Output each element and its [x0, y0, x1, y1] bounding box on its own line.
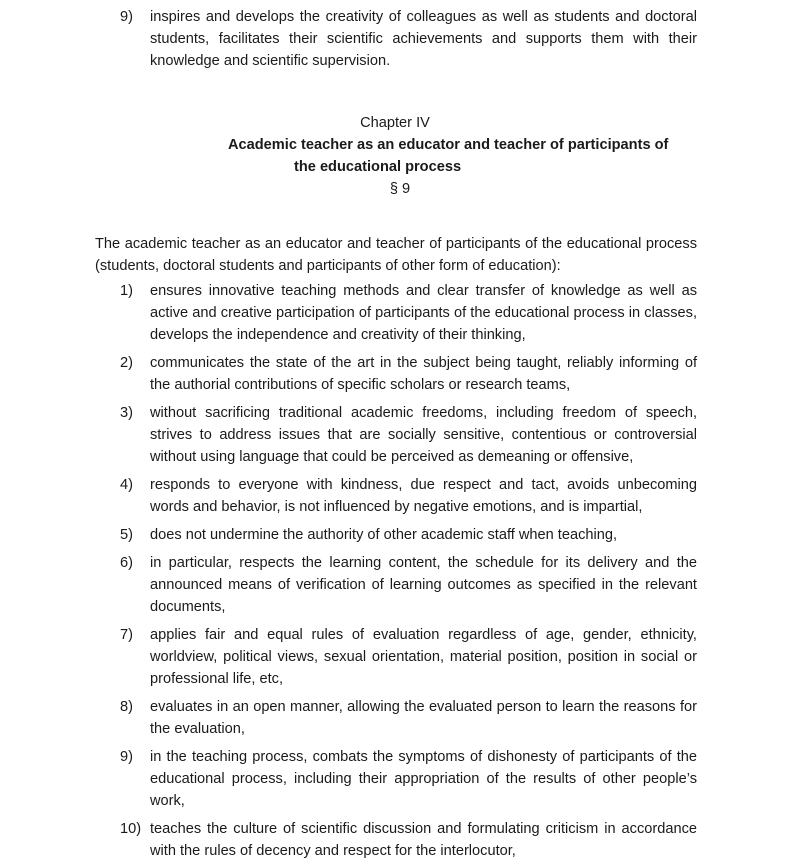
list-item: [105, 280, 697, 346]
chapter-heading-line2: the educational process: [294, 159, 462, 175]
list-item: [105, 696, 697, 740]
list-item: [105, 352, 697, 396]
intro-paragraph: The academic teacher as an educator and teacher of participants of the educational process (students, doctoral students and participants of other form of education):: [95, 236, 697, 274]
item-number: 8): [120, 699, 133, 715]
item-number: 9): [120, 9, 133, 25]
item-text: communicates the state of the art in the subject being taught, reliably informing of the authorial contributions of specific scholars or research teams,: [150, 355, 697, 393]
item-number: 2): [120, 355, 133, 371]
list-item: [105, 524, 697, 546]
item-text: ensures innovative teaching methods and clear transfer of knowledge as well as active and creative participation of participants of the educational process in classes, develops the independence and creativity of their thinking,: [150, 283, 697, 343]
item-number: 7): [120, 627, 133, 643]
numbered-list: [0, 280, 697, 868]
item-text: in particular, respects the learning content, the schedule for its delivery and the announced means of verification of learning outcomes as specified in the relevant documents,: [150, 555, 697, 615]
list-item: [105, 552, 697, 618]
item-number: 6): [120, 555, 133, 571]
item-text: responds to everyone with kindness, due respect and tact, avoids unbecoming words and behavior, is not influenced by negative emotions, and is impartial,: [150, 477, 697, 515]
item-text: inspires and develops the creativity of colleagues as well as students and doctoral students, facilitates their scientific achievements and supports them with their knowledge and scientific supervision.: [150, 9, 697, 69]
item-number: 10): [120, 821, 142, 837]
list-item: [105, 6, 697, 72]
item-text: evaluates in an open manner, allowing the evaluated person to learn the reasons for the evaluation,: [150, 699, 697, 737]
item-number: 9): [120, 749, 133, 765]
section-symbol: § 9: [389, 181, 411, 197]
list-item: [105, 624, 697, 690]
list-item: [105, 746, 697, 812]
item-number: 5): [120, 527, 133, 543]
item-text: in the teaching process, combats the symptoms of dishonesty of participants of the educational process, including their appropriation of the results of other people’s work,: [150, 749, 697, 809]
list-item: [105, 818, 697, 862]
list-item: [105, 474, 697, 518]
item-number: 4): [120, 477, 133, 493]
item-text: applies fair and equal rules of evaluation regardless of age, gender, ethnicity, worldview, political views, sexual orientation, material position, position in social or professional life, etc,: [150, 627, 697, 687]
item-text: without sacrificing traditional academic freedoms, including freedom of speech, strives to address issues that are socially sensitive, contentious or controversial without using language that could be perceived as demeaning or offensive,: [150, 405, 697, 465]
item-text: teaches the culture of scientific discussion and formulating criticism in accordance with the rules of decency and respect for the interlocutor,: [150, 821, 697, 859]
item-number: 3): [120, 405, 133, 421]
chapter-label: Chapter IV: [360, 115, 430, 131]
item-number: 1): [120, 283, 133, 299]
chapter-heading-line1: Academic teacher as an educator and teacher of participants of: [228, 137, 669, 153]
item-text: does not undermine the authority of other academic staff when teaching,: [150, 527, 618, 543]
list-item: [105, 402, 697, 468]
